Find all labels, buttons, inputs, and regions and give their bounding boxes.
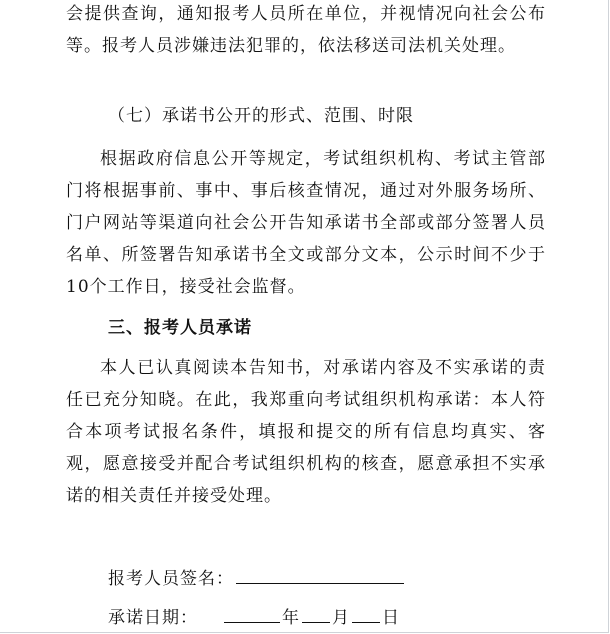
date-year-label: 年 [282, 608, 300, 628]
date-row [108, 602, 400, 634]
paragraph-verification: 会提供查询，通知报考人员所在单位，并视情况向社会公布等。报考人员涉嫌违法犯罪的，依法移送司法机关处理。 [66, 4, 546, 56]
paragraph-disclosure: 根据政府信息公开等规定，考试组织机构、考试主管部门将根据事前、事中、事后核查情况，通过对外服务场所、门户网站等渠道向社会公开告知承诺书全部或部分签署人员名单、所签署告知承诺书全文或部分文本，公示时间不少于10个工作日，接受社会监督。 [66, 149, 546, 297]
date-day-field[interactable] [352, 602, 380, 623]
section-heading-commitment: 三、报考人员承诺 [108, 318, 252, 338]
paragraph-commitment: 本人已认真阅读本告知书，对承诺内容及不实承诺的责任已充分知晓。在此，我郑重向考试组织机构承诺：本人符合本项考试报名条件，填报和提交的所有信息均真实、客观，愿意接受并配合考试组织机构的核查，愿意承担不实承诺的相关责任并接受处理。 [66, 358, 546, 506]
date-month-label: 月 [332, 608, 350, 628]
date-day-label: 日 [382, 608, 400, 628]
signature-field[interactable] [236, 563, 404, 584]
date-month-field[interactable] [302, 602, 330, 623]
subheading-disclosure: （七）承诺书公开的形式、范围、时限 [108, 106, 414, 126]
signature-label: 报考人员签名： [108, 569, 234, 589]
date-label: 承诺日期： [108, 608, 198, 628]
date-year-field[interactable] [224, 602, 280, 623]
signature-row [108, 563, 406, 595]
